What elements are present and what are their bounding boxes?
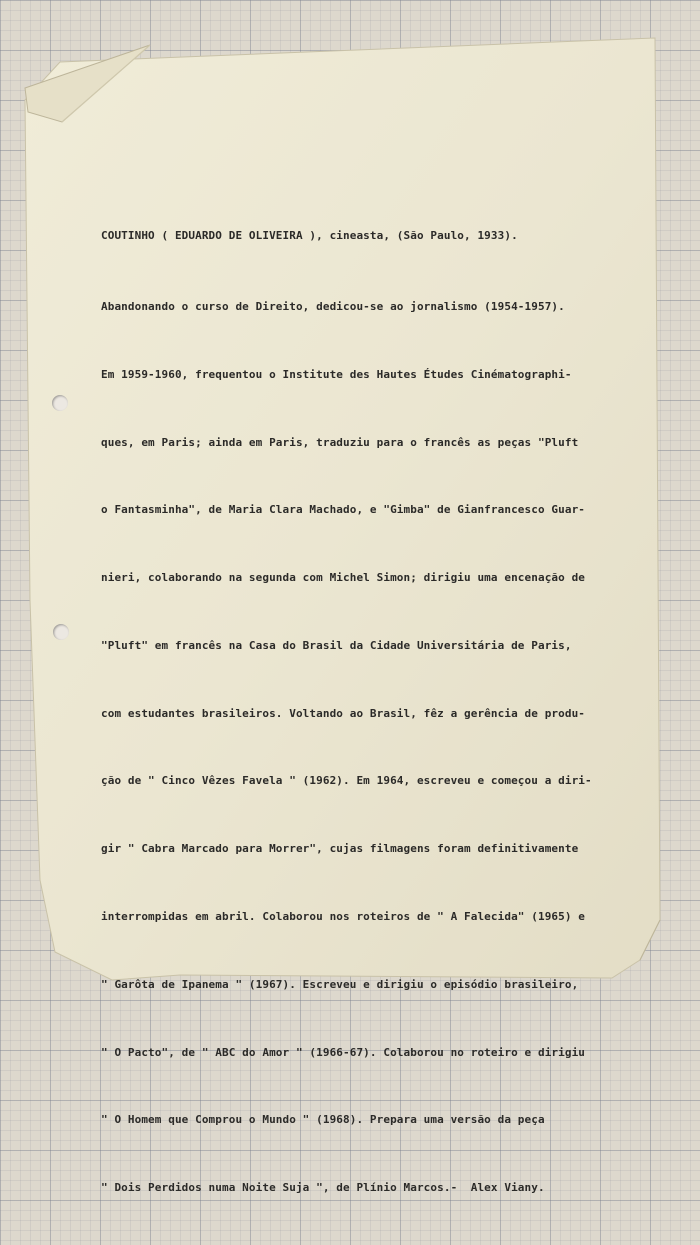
text-line: gir " Cabra Marcado para Morrer", cujas filmagens foram definitivamente bbox=[101, 842, 579, 856]
text-line: nieri, colaborando na segunda com Michel Simon; dirigiu uma encenação de bbox=[101, 571, 586, 585]
text-line: Abandonando o curso de Direito, dedicou-se ao jornalismo (1954-1957). bbox=[101, 299, 565, 313]
text-line: ques, em Paris; ainda em Paris, traduziu para o francês as peças "Pluft bbox=[101, 435, 579, 449]
text-line: com estudantes brasileiros. Voltando ao Brasil, fêz a gerência de produ- bbox=[101, 706, 586, 720]
text-line: "Pluft" em francês na Casa do Brasil da Cidade Universitária de Paris, bbox=[101, 638, 572, 652]
text-line: " Dois Perdidos numa Noite Suja ", de Plínio Marcos.- Alex Viany. bbox=[101, 1181, 545, 1195]
text-line: ção de " Cinco Vêzes Favela " (1962). Em 1964, escreveu e começou a diri- bbox=[101, 774, 592, 788]
text-line: " Garôta de Ipanema " (1967). Escreveu e dirigiu o episódio brasileiro, bbox=[101, 977, 579, 991]
text-line: o Fantasminha", de Maria Clara Machado, e "Gimba" de Gianfrancesco Guar- bbox=[101, 503, 586, 517]
text-line: interrompidas em abril. Colaborou nos roteiros de " A Falecida" (1965) e bbox=[101, 910, 586, 923]
punch-hole-top bbox=[52, 395, 68, 411]
text-line: " O Homem que Comprou o Mundo " (1968). Prepara uma versão da peça bbox=[101, 1113, 545, 1127]
text-line: " O Pacto", de " ABC do Amor " (1966-67). Colaborou no roteiro e dirigiu bbox=[101, 1045, 586, 1059]
text-line: Em 1959-1960, frequentou o Institute des Hautes Études Cinématographi- bbox=[101, 367, 572, 381]
document-heading: COUTINHO ( EDUARDO DE OLIVEIRA ), cineasta, (São Paulo, 1933). bbox=[101, 229, 518, 243]
punch-hole-bottom bbox=[53, 624, 69, 640]
typewritten-text bbox=[101, 180, 646, 1245]
